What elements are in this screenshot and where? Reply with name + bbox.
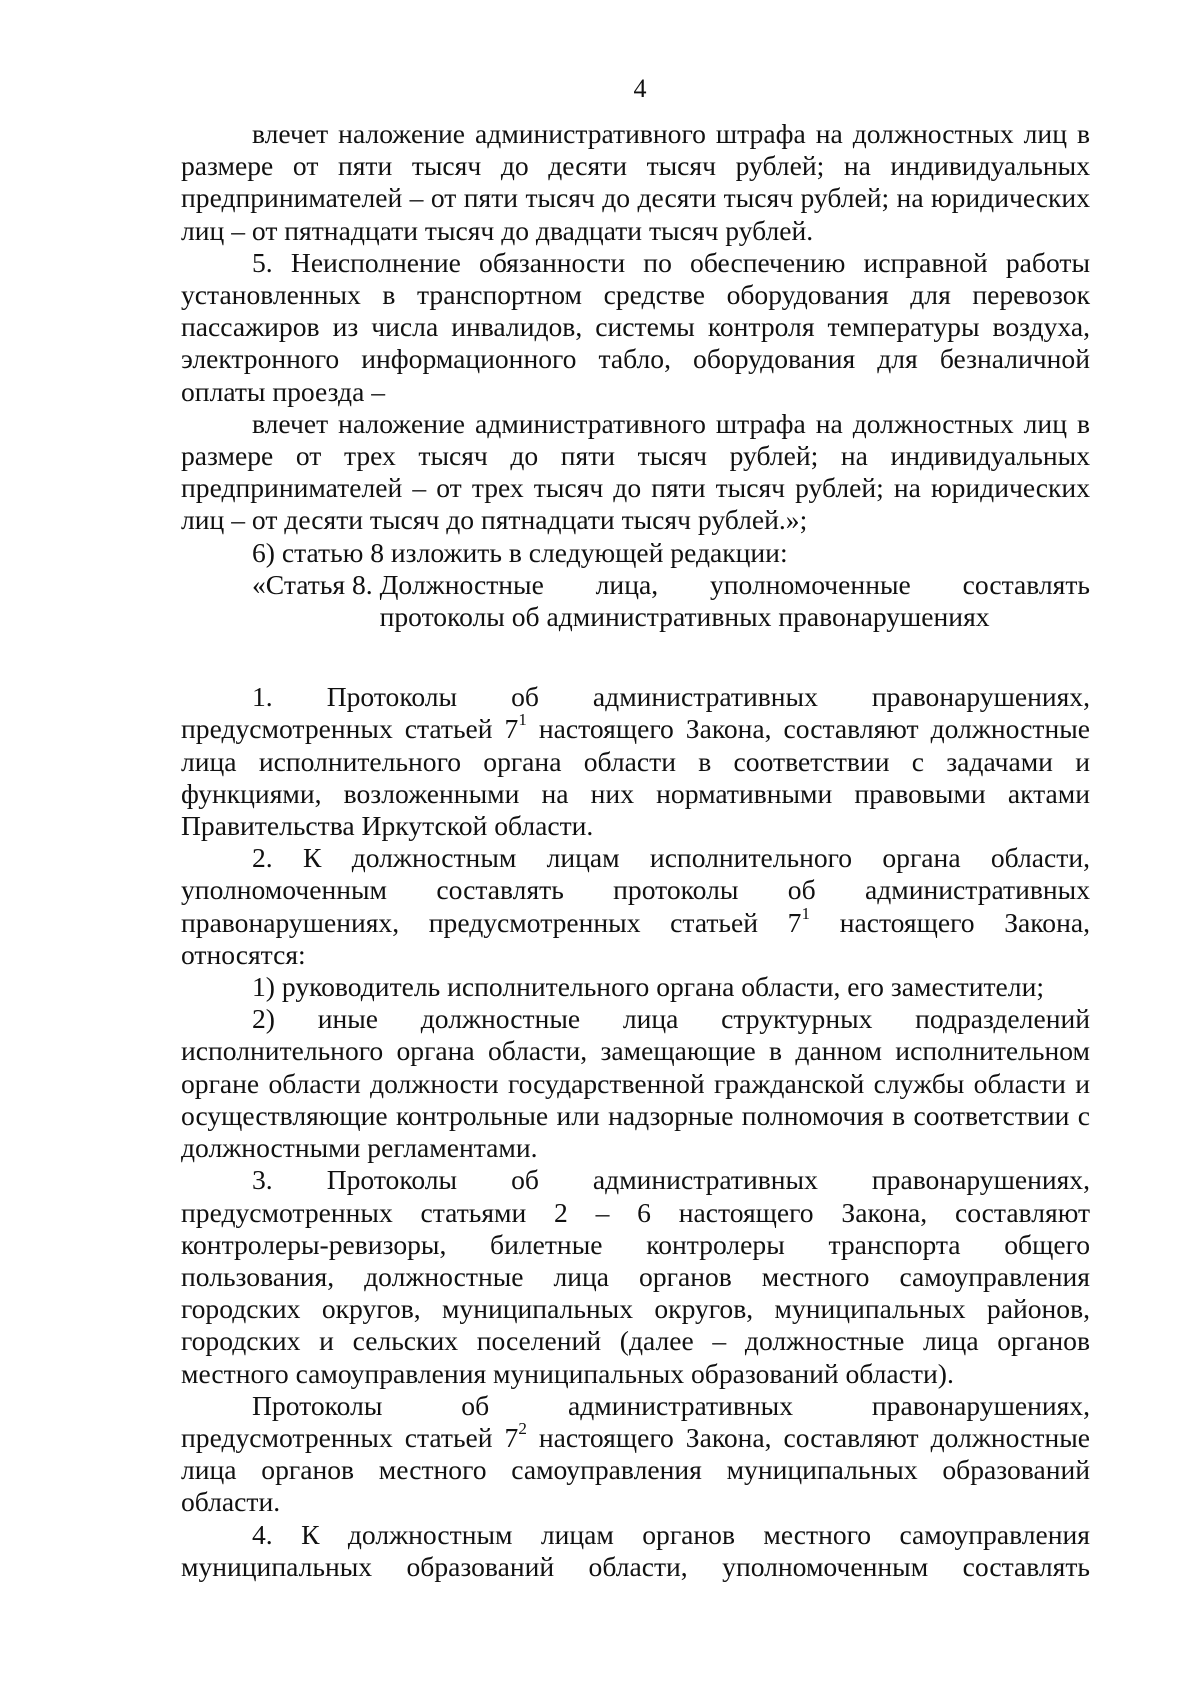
spacer — [181, 633, 1090, 681]
section-3-second-paragraph — [181, 1390, 1090, 1519]
paragraph: влечет наложение административного штрафа на должностных лиц в размере от трех тысяч до пяти тысяч рублей; на индивидуальных предпринимателей – от трех тысяч до пяти тысяч рублей; на юридических лиц – от десяти тысяч до пятнадцати тысяч рублей.»; — [181, 407, 1090, 536]
superscript: 1 — [518, 710, 527, 730]
section-2 — [181, 842, 1090, 971]
paragraph: влечет наложение административного штрафа на должностных лиц в — [252, 118, 1090, 149]
article-title-line: Должностные лица, уполномоченные составлять — [379, 568, 1090, 600]
section-4: 4. К должностным лицам органов местного самоуправления муниципальных образований области, уполномоченным составлять — [181, 1518, 1090, 1582]
article-title-line: протоколы об административных правонарушениях — [379, 601, 990, 633]
section-3: 3. Протоколы об административных правонарушениях, предусмотренных статьями 2 – 6 настоящего Закона, составляют контролеры-ревизоры, билетные контролеры транспорта общего пользования, должностные лица органов местного самоуправления городских округов, муниципальных округов, муниципальных районов, городских и сельских поселений (далее – должностные лица органов местного самоуправления муниципальных образований области). — [181, 1164, 1090, 1389]
superscript: 1 — [801, 903, 811, 923]
paragraph: размере от пяти тысяч до десяти тысяч рублей; на индивидуальных предпринимателей – от пяти тысяч до десяти тысяч рублей; на юридических лиц – от пятнадцати тысяч до двадцати тысяч рублей. — [181, 150, 1090, 246]
article-number: «Статья 8. — [252, 568, 380, 600]
document-body — [181, 118, 1090, 1583]
page-number: 4 — [633, 74, 647, 103]
section-text: 1. Протоколы об административных правонарушениях, предусмотренных статьей 7 — [181, 681, 1090, 745]
section-text: настоящего Закона, составляют должностные лица органов местного самоуправления муниципальных образований области. — [181, 1421, 1090, 1518]
section-1 — [181, 681, 1090, 842]
section-text: 2. К должностным лицам исполнительного органа области, уполномоченным составлять протоколы об административных правонарушениях, предусмотренных статьей 7 — [181, 842, 1090, 938]
article-title — [380, 569, 1090, 633]
list-item: 2) иные должностные лица структурных подразделений исполнительного органа области, замещающие в данном исполнительном органе области должности государственной гражданской службы области и осуществляющие контрольные или надзорные полномочия в соответствии с должностными регламентами. — [181, 1003, 1090, 1164]
paragraph: 6) статью 8 изложить в следующей редакции: — [252, 536, 788, 568]
section-text: настоящего Закона, относятся: — [181, 906, 1090, 970]
list-item: 1) руководитель исполнительного органа области, его заместители; — [252, 971, 1044, 1003]
section-text: Протоколы об административных правонарушениях, предусмотренных статьей 7 — [181, 1389, 1090, 1453]
section-text: настоящего Закона, составляют должностные лица исполнительного органа области в соответствии с задачами и функциями, возложенными на них нормативными правовыми актами Правительства Иркутской области. — [181, 713, 1090, 842]
article-heading — [181, 569, 1090, 633]
paragraph: 5. Неисполнение обязанности по обеспечению исправной работы установленных в транспортном средстве оборудования для перевозок пассажиров из числа инвалидов, системы контроля температуры воздуха, электронного информационного табло, оборудования для безналичной оплаты проезда – — [181, 246, 1090, 407]
superscript: 2 — [518, 1419, 527, 1439]
